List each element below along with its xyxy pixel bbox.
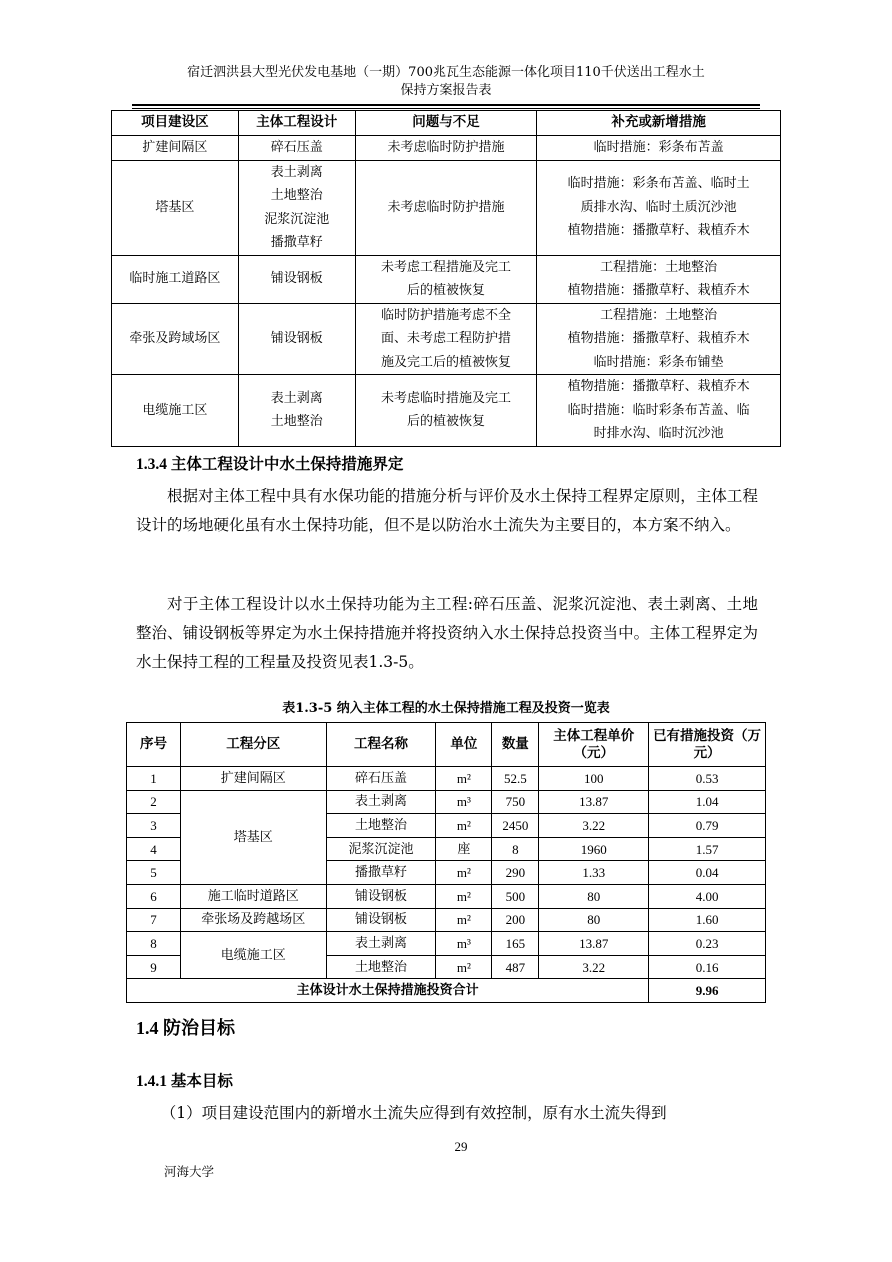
total-label: 主体设计水土保持措施投资合计 bbox=[127, 979, 649, 1003]
header-rule bbox=[132, 104, 760, 106]
total-value: 9.96 bbox=[649, 979, 766, 1003]
cell-line: 植物措施：播撒草籽、栽植乔木 bbox=[567, 223, 750, 239]
table-header-row bbox=[112, 111, 781, 136]
table-row bbox=[127, 767, 766, 791]
unit-cell: m² bbox=[436, 908, 492, 932]
price-cell: 3.22 bbox=[539, 955, 649, 979]
qty-cell: 290 bbox=[492, 861, 539, 885]
measures-cell bbox=[537, 160, 781, 255]
row-number: 9 bbox=[127, 955, 181, 979]
cell-line: 未考虑临时防护措施 bbox=[387, 140, 505, 155]
paragraph: 对于主体工程设计以水土保持功能为主工程:碎石压盖、泥浆沉淀池、表土剥离、土地整治、铺设钢板等界定为水土保持措施并将投资纳入水土保持总投资当中。主体工程界定为水土保持工程的工程量及投资见表1.3-5。 bbox=[136, 595, 758, 671]
row-number: 5 bbox=[127, 861, 181, 885]
investment-table bbox=[126, 722, 766, 1003]
qty-cell: 8 bbox=[492, 837, 539, 861]
cell-line: 后的植被恢复 bbox=[406, 414, 485, 430]
table-row bbox=[112, 160, 781, 255]
name-cell: 土地整治 bbox=[326, 814, 436, 838]
area-cell: 电缆施工区 bbox=[180, 932, 326, 979]
price-cell: 13.87 bbox=[539, 932, 649, 956]
column-header: 单位 bbox=[436, 723, 492, 767]
column-header: 工程名称 bbox=[326, 723, 436, 767]
section-heading: 1.3.4 主体工程设计中水土保持措施界定 bbox=[136, 456, 404, 473]
area-cell: 电缆施工区 bbox=[112, 375, 239, 447]
invest-cell: 0.53 bbox=[649, 767, 766, 791]
row-number: 8 bbox=[127, 932, 181, 956]
table-row bbox=[127, 790, 766, 814]
unit-cell: m³ bbox=[436, 932, 492, 956]
table-total-row bbox=[127, 979, 766, 1003]
cell-line: 铺设钢板 bbox=[270, 271, 323, 287]
table-row bbox=[112, 303, 781, 375]
page-number: 29 bbox=[454, 1139, 468, 1154]
name-cell: 表土剥离 bbox=[326, 932, 436, 956]
name-cell: 碎石压盖 bbox=[326, 767, 436, 791]
cell-line: 播撒草籽 bbox=[270, 235, 323, 250]
measures-cell bbox=[537, 255, 781, 303]
measures-cell bbox=[537, 375, 781, 447]
qty-cell: 200 bbox=[492, 908, 539, 932]
cell-line: 植物措施：播撒草籽、栽植乔木 bbox=[567, 331, 750, 346]
invest-cell: 1.57 bbox=[649, 837, 766, 861]
cell-line: 泥浆沉淀池 bbox=[264, 211, 330, 227]
cell-line: 土地整治 bbox=[270, 188, 323, 203]
paragraph: （1）项目建设范围内的新增水土流失应得到有效控制，原有水土流失得到 bbox=[160, 1104, 667, 1122]
cell-line: 临时措施：彩条布铺垫 bbox=[593, 354, 724, 370]
column-header: 序号 bbox=[127, 723, 181, 767]
invest-cell: 0.23 bbox=[649, 932, 766, 956]
column-header: 数量 bbox=[492, 723, 539, 767]
area-cell: 施工临时道路区 bbox=[180, 884, 326, 908]
column-header: 主体工程设计 bbox=[238, 111, 355, 136]
invest-cell: 4.00 bbox=[649, 884, 766, 908]
unit-cell: m² bbox=[436, 861, 492, 885]
table-row bbox=[127, 932, 766, 956]
measures-cell bbox=[537, 136, 781, 161]
column-header: 主体工程单价（元） bbox=[539, 723, 649, 767]
row-number: 4 bbox=[127, 837, 181, 861]
row-number: 3 bbox=[127, 814, 181, 838]
row-number: 6 bbox=[127, 884, 181, 908]
section-heading: 1.4 防治目标 bbox=[136, 1018, 235, 1038]
table-row bbox=[127, 884, 766, 908]
cell-line: 植物措施：播撒草籽、栽植乔木 bbox=[567, 379, 750, 394]
cell-line: 土地整治 bbox=[270, 414, 323, 430]
cell-line: 铺设钢板 bbox=[270, 331, 323, 346]
cell-line: 施及完工后的植被恢复 bbox=[380, 354, 511, 370]
cell-line: 临时措施：临时彩条布苫盖、临 bbox=[567, 402, 750, 418]
price-cell: 1.33 bbox=[539, 861, 649, 885]
measures-analysis-table bbox=[111, 110, 781, 447]
qty-cell: 750 bbox=[492, 790, 539, 814]
measures-cell bbox=[537, 303, 781, 375]
issue-cell bbox=[355, 303, 537, 375]
qty-cell: 52.5 bbox=[492, 767, 539, 791]
cell-line: 表土剥离 bbox=[270, 164, 323, 180]
header-title-line1: 宿迁泗洪县大型光伏发电基地（一期）700兆瓦生态能源一体化项目110千伏送出工程水土 bbox=[187, 65, 705, 80]
area-cell: 牵张场及跨越场区 bbox=[180, 908, 326, 932]
invest-cell: 0.16 bbox=[649, 955, 766, 979]
price-cell: 3.22 bbox=[539, 814, 649, 838]
table-row bbox=[112, 136, 781, 161]
unit-cell: m² bbox=[436, 814, 492, 838]
report-header bbox=[132, 64, 760, 100]
cell-line: 工程措施：土地整治 bbox=[600, 307, 718, 323]
subsection-heading: 1.4.1 基本目标 bbox=[136, 1073, 233, 1090]
price-cell: 100 bbox=[539, 767, 649, 791]
cell-line: 碎石压盖 bbox=[270, 140, 323, 155]
header-title-line2: 保持方案报告表 bbox=[400, 83, 492, 98]
name-cell: 泥浆沉淀池 bbox=[326, 837, 436, 861]
row-number: 2 bbox=[127, 790, 181, 814]
column-header: 工程分区 bbox=[180, 723, 326, 767]
table-header-row bbox=[127, 723, 766, 767]
invest-cell: 0.79 bbox=[649, 814, 766, 838]
issue-cell bbox=[355, 160, 537, 255]
cell-line: 后的植被恢复 bbox=[406, 283, 485, 298]
cell-line: 未考虑工程措施及完工 bbox=[380, 259, 511, 275]
table-row bbox=[112, 375, 781, 447]
issue-cell bbox=[355, 375, 537, 447]
area-cell: 临时施工道路区 bbox=[112, 255, 239, 303]
issue-cell bbox=[355, 136, 537, 161]
issue-cell bbox=[355, 255, 537, 303]
price-cell: 80 bbox=[539, 908, 649, 932]
invest-cell: 1.04 bbox=[649, 790, 766, 814]
unit-cell: m² bbox=[436, 767, 492, 791]
design-cell bbox=[238, 160, 355, 255]
table-caption: 表1.3-5 纳入主体工程的水土保持措施工程及投资一览表 bbox=[282, 701, 610, 716]
footer-org: 河海大学 bbox=[164, 1164, 215, 1179]
column-header: 已有措施投资（万元） bbox=[649, 723, 766, 767]
unit-cell: m³ bbox=[436, 790, 492, 814]
column-header: 项目建设区 bbox=[112, 111, 239, 136]
cell-line: 植物措施：播撒草籽、栽植乔木 bbox=[567, 283, 750, 298]
price-cell: 1960 bbox=[539, 837, 649, 861]
qty-cell: 165 bbox=[492, 932, 539, 956]
column-header: 问题与不足 bbox=[355, 111, 537, 136]
paragraph: 根据对主体工程中具有水保功能的措施分析与评价及水土保持工程界定原则，主体工程设计的场地硬化虽有水土保持功能，但不是以防治水土流失为主要目的，本方案不纳入。 bbox=[136, 487, 758, 534]
name-cell: 土地整治 bbox=[326, 955, 436, 979]
invest-cell: 0.04 bbox=[649, 861, 766, 885]
column-header: 补充或新增措施 bbox=[537, 111, 781, 136]
header-rule-thin bbox=[132, 108, 760, 109]
price-cell: 80 bbox=[539, 884, 649, 908]
cell-line: 临时措施：彩条布苫盖 bbox=[593, 140, 724, 155]
cell-line: 未考虑临时措施及完工 bbox=[380, 390, 511, 406]
name-cell: 铺设钢板 bbox=[326, 908, 436, 932]
cell-line: 临时防护措施考虑不全 bbox=[380, 307, 511, 323]
name-cell: 表土剥离 bbox=[326, 790, 436, 814]
cell-line: 面、未考虑工程防护措 bbox=[380, 331, 511, 346]
row-number: 7 bbox=[127, 908, 181, 932]
design-cell bbox=[238, 375, 355, 447]
row-number: 1 bbox=[127, 767, 181, 791]
cell-line: 工程措施：土地整治 bbox=[600, 259, 718, 275]
area-cell: 牵张及跨域场区 bbox=[112, 303, 239, 375]
cell-line: 时排水沟、临时沉沙池 bbox=[593, 426, 724, 441]
invest-cell: 1.60 bbox=[649, 908, 766, 932]
design-cell bbox=[238, 255, 355, 303]
qty-cell: 2450 bbox=[492, 814, 539, 838]
design-cell bbox=[238, 303, 355, 375]
name-cell: 铺设钢板 bbox=[326, 884, 436, 908]
name-cell: 播撒草籽 bbox=[326, 861, 436, 885]
unit-cell: 座 bbox=[436, 837, 492, 861]
area-cell: 塔基区 bbox=[112, 160, 239, 255]
table-row bbox=[112, 255, 781, 303]
cell-line: 表土剥离 bbox=[270, 390, 323, 406]
design-cell bbox=[238, 136, 355, 161]
table-row bbox=[127, 908, 766, 932]
unit-cell: m² bbox=[436, 884, 492, 908]
cell-line: 未考虑临时防护措施 bbox=[387, 199, 505, 215]
area-cell: 扩建间隔区 bbox=[180, 767, 326, 791]
qty-cell: 500 bbox=[492, 884, 539, 908]
price-cell: 13.87 bbox=[539, 790, 649, 814]
cell-line: 质排水沟、临时土质沉沙池 bbox=[580, 199, 737, 215]
area-cell: 塔基区 bbox=[180, 790, 326, 884]
unit-cell: m² bbox=[436, 955, 492, 979]
qty-cell: 487 bbox=[492, 955, 539, 979]
cell-line: 临时措施：彩条布苫盖、临时土 bbox=[567, 176, 750, 192]
area-cell: 扩建间隔区 bbox=[112, 136, 239, 161]
